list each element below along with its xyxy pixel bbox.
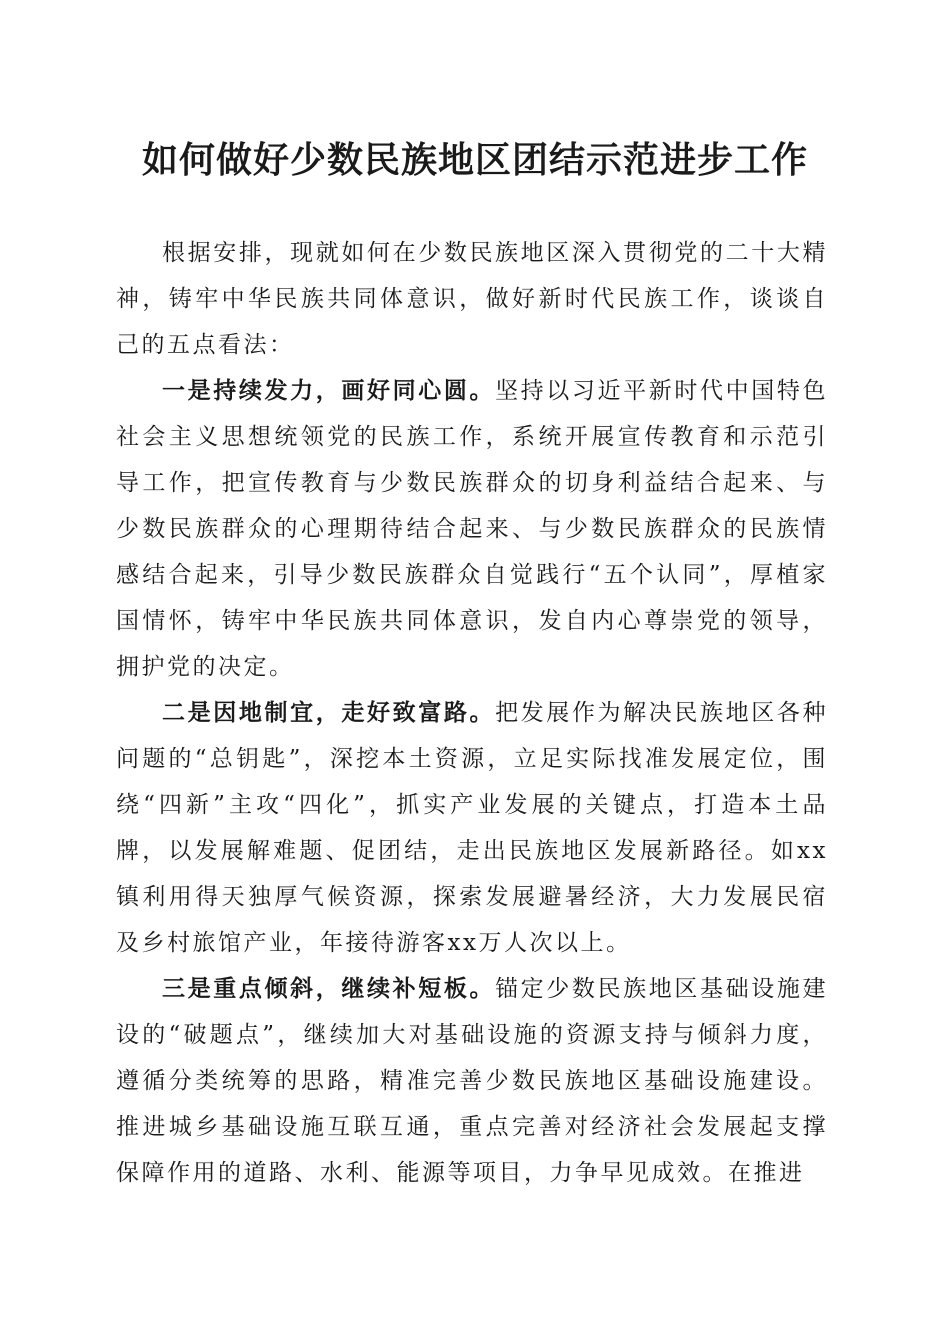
document-title: 如何做好少数民族地区团结示范进步工作 — [141, 139, 808, 181]
paragraph-lead: 二是因地制宜，走好致富路。 — [162, 699, 496, 726]
paragraph-point-2 — [116, 690, 828, 966]
paragraph-intro — [116, 230, 828, 368]
paragraph-text: 锚定少数民族地区基础设施建设的“破题点”，继续加大对基础设施的资源支持与倾斜力度，遵循分类统筹的思路，精准完善少数民族地区基础设施建设。推进城乡基础设施互联互通，重点完善对经济社会发展起支撑保障作用的道路、水利、能源等项目，力争早见成效。在推进 — [116, 976, 829, 1186]
document-body — [116, 230, 828, 1196]
paragraph-text: 根据安排，现就如何在少数民族地区深入贯彻党的二十大精神，铸牢中华民族共同体意识，做好新时代民族工作，谈谈自己的五点看法： — [116, 240, 828, 358]
paragraph-point-1 — [116, 368, 828, 690]
paragraph-text: 坚持以习近平新时代中国特色社会主义思想统领党的民族工作，系统开展宣传教育和示范引导工作，把宣传教育与少数民族群众的切身利益结合起来、与少数民族群众的心理期待结合起来、与少数民族群众的民族情感结合起来，引导少数民族群众自觉践行“五个认同”，厚植家国情怀，铸牢中华民族共同体意识，发自内心尊崇党的领导，拥护党的决定。 — [116, 378, 829, 680]
paragraph-point-3 — [116, 966, 828, 1196]
paragraph-lead: 一是持续发力，画好同心圆。 — [162, 377, 496, 404]
paragraph-text: 把发展作为解决民族地区各种问题的“总钥匙”，深挖本土资源，立足实际找准发展定位，围绕“四新”主攻“四化”，抓实产业发展的关键点，打造本土品牌，以发展解难题、促团结，走出民族地区发展新路径。如xx镇利用得天独厚气候资源，探索发展避暑经济，大力发展民宿及乡村旅馆产业，年接待游客xx万人次以上。 — [116, 700, 829, 956]
paragraph-lead: 三是重点倾斜，继续补短板。 — [162, 975, 496, 1002]
